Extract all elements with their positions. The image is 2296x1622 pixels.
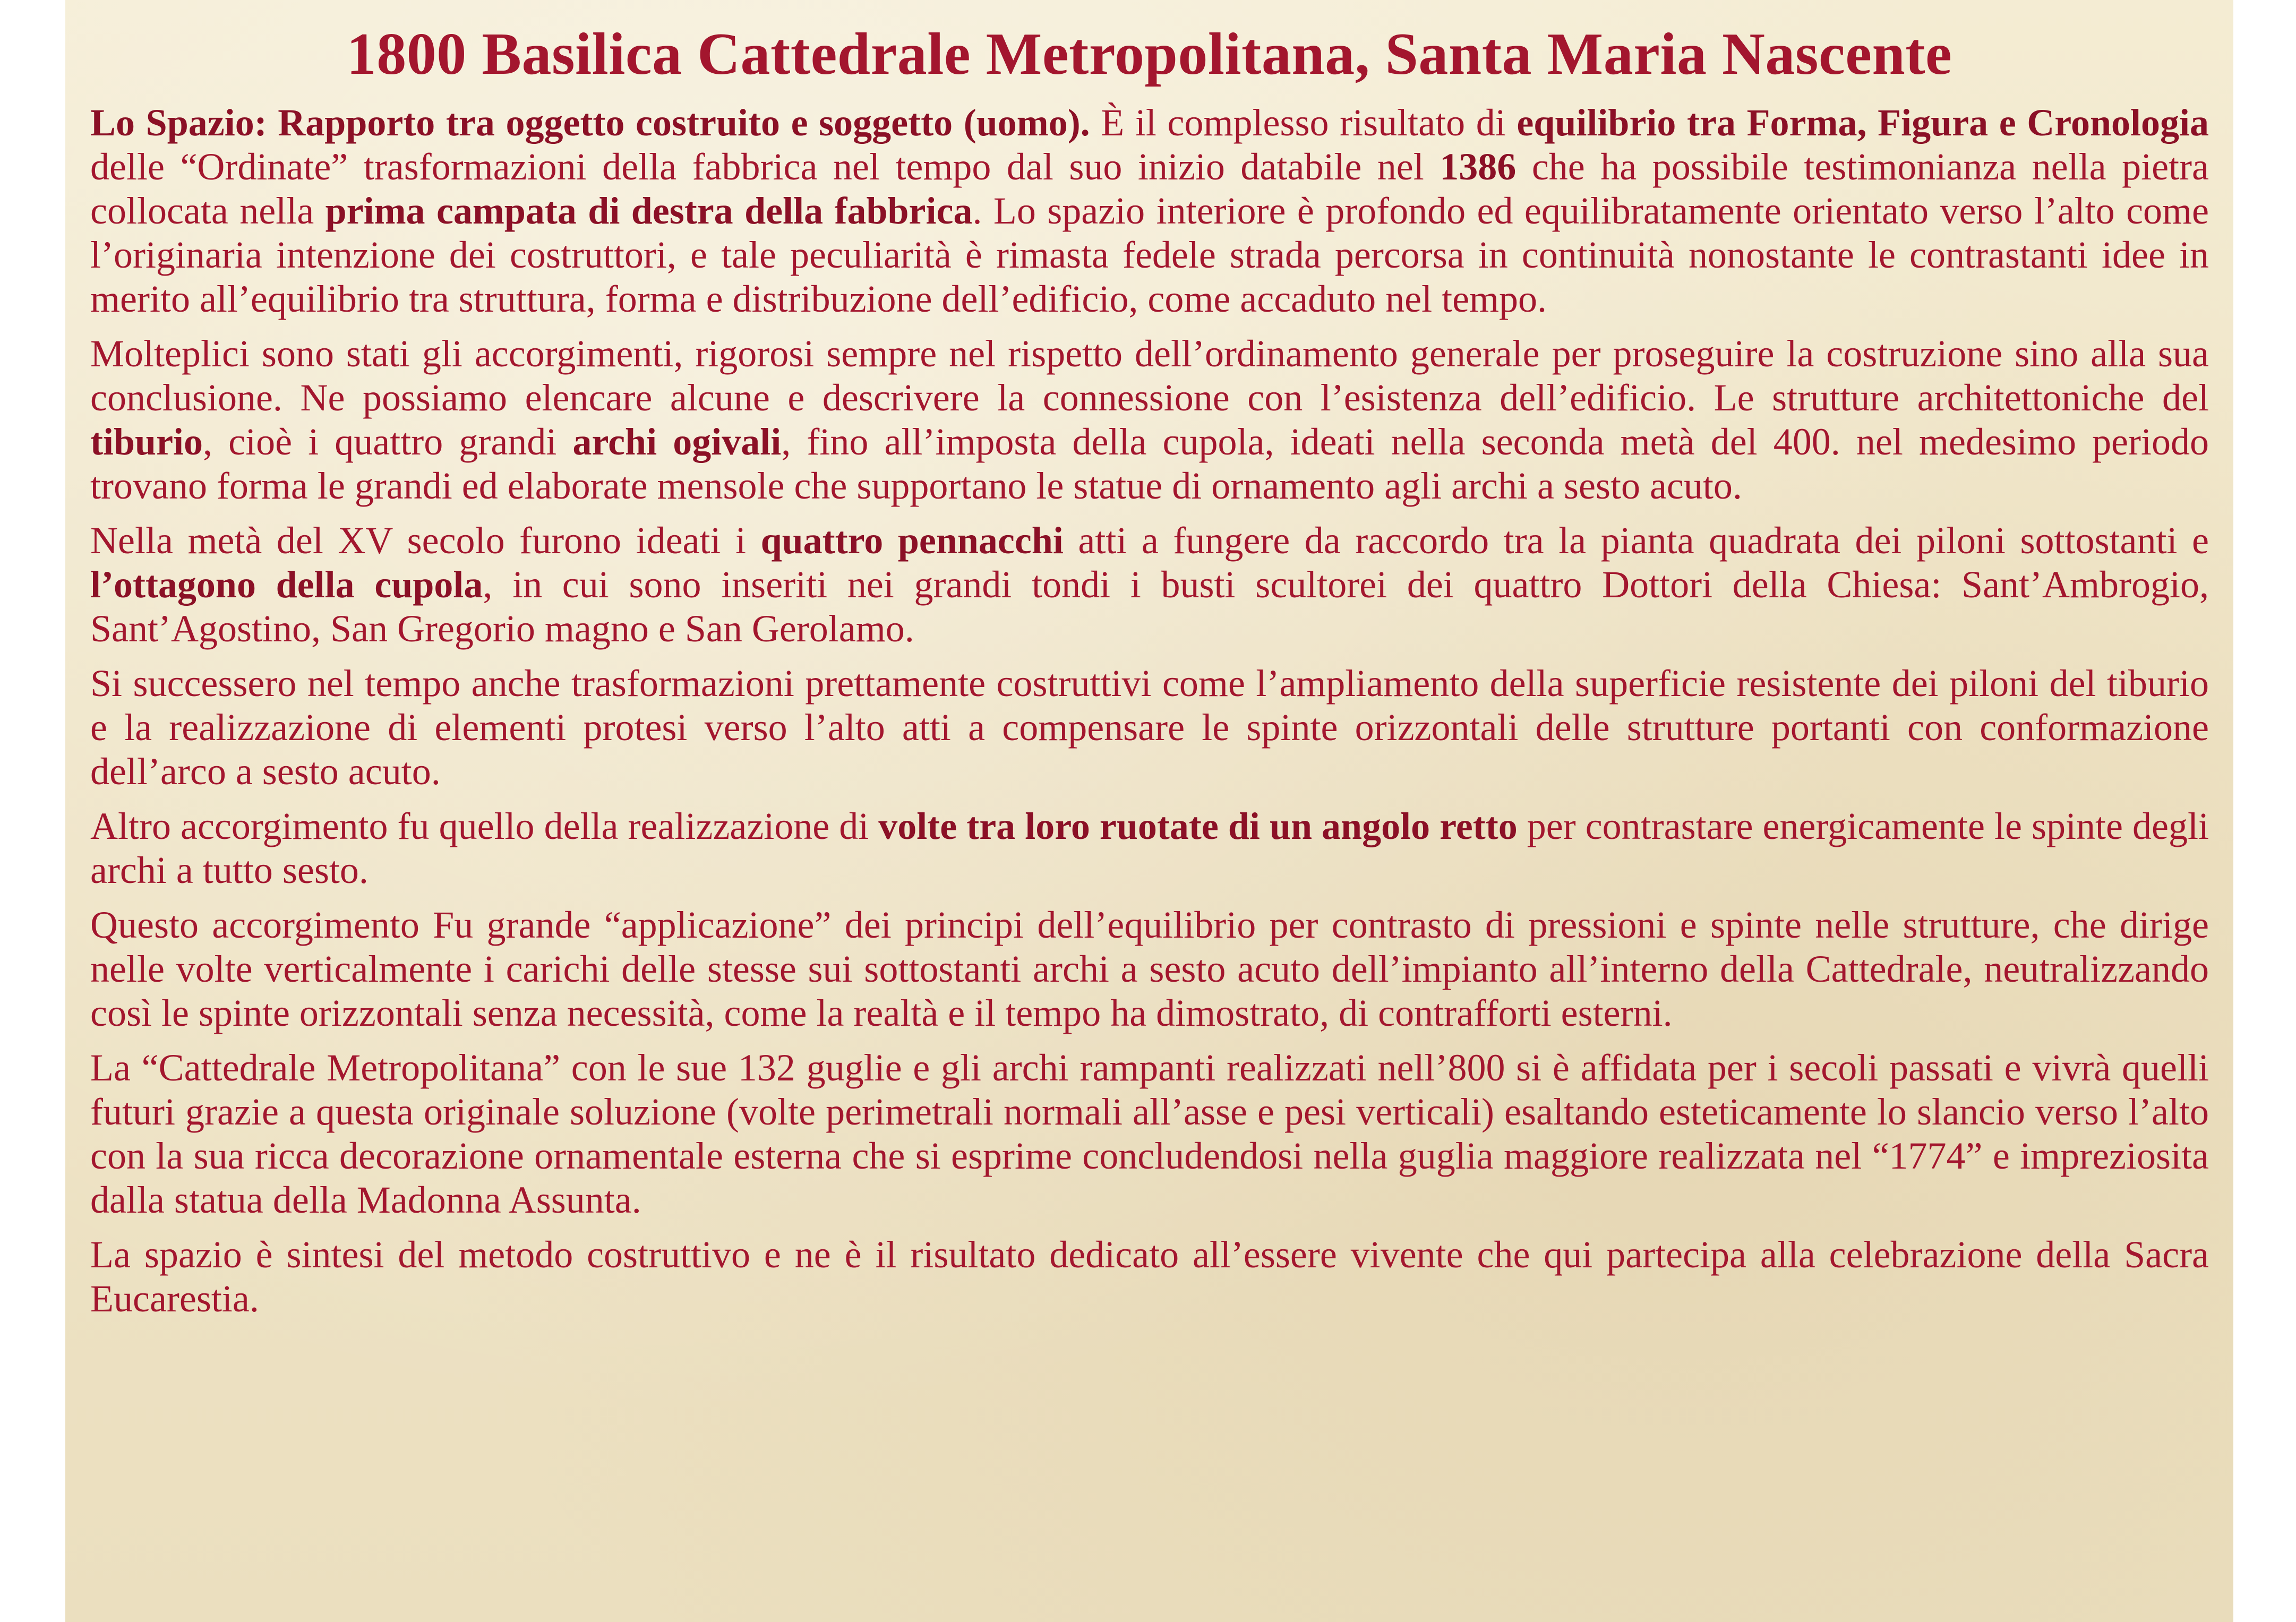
paragraph-6 xyxy=(90,903,2209,1035)
paragraph-1 xyxy=(90,101,2209,321)
bold-phrase: prima campata di destra della fabbrica xyxy=(325,190,973,232)
text-run: che ha possibile testimonianza nella pietra collocata nella xyxy=(90,145,2209,232)
text-run: Si successero nel tempo anche trasformazioni prettamente costruttivi come l’ampliamento della superficie resistente dei piloni del tiburio e la realizzazione di elementi protesi verso l’alto atti a compensare le spinte orizzontali delle strutture portanti con conformazione dell’arco a sesto acuto. xyxy=(90,662,2209,793)
text-run: per contrastare energicamente le spinte degli archi a tutto sesto. xyxy=(90,805,2209,891)
text-run: , in cui sono inseriti nei grandi tondi i busti scultorei dei quattro Dottori della Chiesa: Sant’Ambrogio, Sant’Agostino, San Gregorio magno e San Gerolamo. xyxy=(90,563,2209,650)
page-title: 1800 Basilica Cattedrale Metropolitana, Santa Maria Nascente xyxy=(346,21,1952,87)
text-run: , cioè i quattro grandi xyxy=(203,420,573,463)
text-run: delle “Ordinate” trasformazioni della fabbrica nel tempo dal suo inizio databile nel xyxy=(90,145,1440,188)
text-run: , fino all’imposta della cupola, ideati nella seconda metà del 400. nel medesimo periodo trovano forma le grandi ed elaborate mensole che supportano le statue di ornamento agli archi a sesto acuto. xyxy=(90,420,2209,507)
document-body xyxy=(90,101,2209,1332)
bold-phrase: volte tra loro ruotate di un angolo retto xyxy=(878,805,1518,847)
bold-phrase: archi ogivali xyxy=(572,420,782,463)
text-run: Molteplici sono stati gli accorgimenti, rigorosi sempre nel rispetto dell’ordinamento generale per proseguire la costruzione sino alla sua conclusione. Ne possiamo elencare alcune e descrivere la connessione con l’esistenza dell’edificio. Le strutture architettoniche del xyxy=(90,332,2209,419)
bold-phrase: Lo Spazio: Rapporto tra oggetto costruito e soggetto (uomo). xyxy=(90,101,1090,144)
paragraph-8 xyxy=(90,1233,2209,1321)
document-page xyxy=(65,0,2233,1622)
paragraph-5 xyxy=(90,804,2209,892)
text-run: atti a fungere da raccordo tra la pianta quadrata dei piloni sottostanti e xyxy=(1063,519,2209,562)
text-run: La “Cattedrale Metropolitana” con le sue 132 guglie e gli archi rampanti realizzati nell’800 si è affidata per i secoli passati e vivrà quelli futuri grazie a questa originale soluzione (volte perimetrali normali all’asse e pesi verticali) esaltando esteticamente lo slancio verso l’alto con la sua ricca decorazione ornamentale esterna che si esprime concludendosi nella guglia maggiore realizzata nel “1774” e impreziosita dalla statua della Madonna Assunta. xyxy=(90,1046,2209,1221)
paragraph-4 xyxy=(90,662,2209,794)
bold-phrase: quattro pennacchi xyxy=(760,519,1064,562)
bold-phrase: 1386 xyxy=(1440,145,1517,188)
text-run: . Lo spazio interiore è profondo ed equilibratamente orientato verso l’alto come l’originaria intenzione dei costruttori, e tale peculiarità è rimasta fedele strada percorsa in continuità nonostante le contrastanti idee in merito all’equilibrio tra struttura, forma e distribuzione dell’edificio, come accaduto nel tempo. xyxy=(90,190,2209,320)
text-run: Nella metà del XV secolo furono ideati i xyxy=(90,519,761,562)
paragraph-2 xyxy=(90,332,2209,508)
paragraph-3 xyxy=(90,519,2209,651)
bold-phrase: equilibrio tra Forma, Figura e Cronologia xyxy=(1517,101,2209,144)
paragraph-7 xyxy=(90,1046,2209,1222)
text-run: È il complesso risultato di xyxy=(1090,101,1517,144)
text-run: La spazio è sintesi del metodo costruttivo e ne è il risultato dedicato all’essere vivente che qui partecipa alla celebrazione della Sacra Eucarestia. xyxy=(90,1233,2209,1320)
text-run: Altro accorgimento fu quello della realizzazione di xyxy=(90,805,879,847)
bold-phrase: tiburio xyxy=(90,420,203,463)
bold-phrase: l’ottagono della cupola xyxy=(90,563,483,606)
text-run: Questo accorgimento Fu grande “applicazione” dei principi dell’equilibrio per contrasto di pressioni e spinte nelle strutture, che dirige nelle volte verticalmente i carichi delle stesse sui sottostanti archi a sesto acuto dell’impianto all’interno della Cattedrale, neutralizzando così le spinte orizzontali senza necessità, come la realtà e il tempo ha dimostrato, di contrafforti esterni. xyxy=(90,904,2209,1034)
